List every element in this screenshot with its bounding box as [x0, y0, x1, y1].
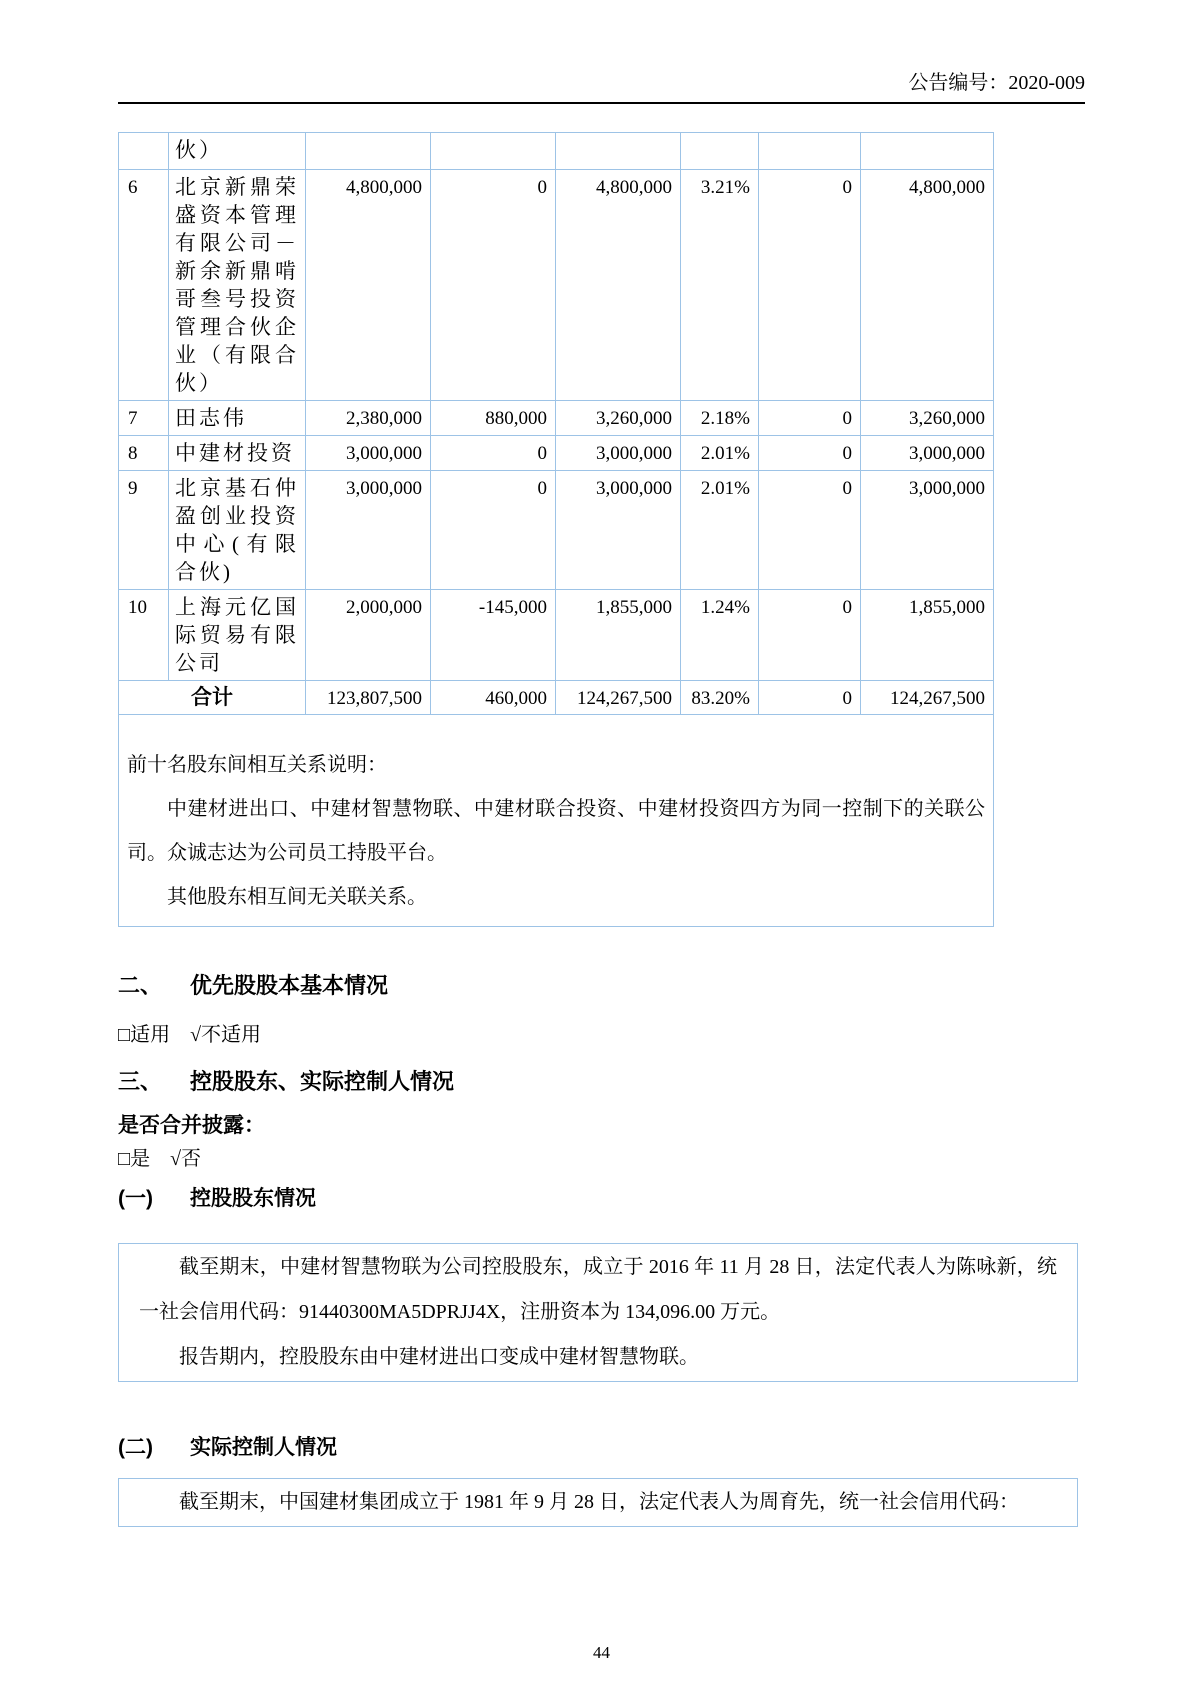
- cell-shareholder-name: 北京基石仲盈创业投资中心(有限合伙): [169, 471, 306, 590]
- notice-number: 公告编号：2020-009: [908, 72, 1085, 94]
- cell-unrestricted: 3,260,000: [861, 401, 994, 436]
- top-shareholders-table: [118, 132, 994, 927]
- cell-percent: 2.18%: [681, 401, 759, 436]
- cell-shares-change: [431, 133, 556, 170]
- merge-disclosure-question: 是否合并披露：: [118, 1114, 265, 1137]
- cell-shares-end: 4,800,000: [556, 170, 681, 401]
- actual-controller-box: [118, 1478, 1078, 1527]
- section-number: 三、: [118, 1069, 163, 1094]
- cell-shares-end: 3,000,000: [556, 471, 681, 590]
- section-heading-preferred-shares: [118, 971, 1085, 1001]
- subsection-title: 控股股东情况: [190, 1187, 316, 1210]
- table-row: [119, 436, 994, 471]
- table-row: [119, 170, 994, 401]
- cell-shares-change: 460,000: [431, 681, 556, 715]
- cell-pledged: 0: [759, 681, 861, 715]
- cell-shares-begin: 2,380,000: [306, 401, 431, 436]
- table-row-notes: [119, 715, 994, 927]
- cell-pledged: 0: [759, 590, 861, 681]
- merge-disclosure-checkboxes: □是 √否: [118, 1148, 202, 1170]
- cell-shares-begin: 3,000,000: [306, 471, 431, 590]
- cell-shares-change: 880,000: [431, 401, 556, 436]
- cell-shareholder-name: 北京新鼎荣盛资本管理有限公司－新余新鼎啃哥叁号投资管理合伙企业（有限合伙）: [169, 170, 306, 401]
- cell-shares-begin: [306, 133, 431, 170]
- cell-shares-end: 124,267,500: [556, 681, 681, 715]
- cell-pledged: 0: [759, 471, 861, 590]
- table-row: [119, 590, 994, 681]
- cell-unrestricted: 3,000,000: [861, 436, 994, 471]
- table-row: [119, 471, 994, 590]
- cell-percent: [681, 133, 759, 170]
- subsection-title: 实际控制人情况: [190, 1436, 337, 1459]
- cell-rank: 9: [119, 471, 169, 590]
- controlling-shareholder-box: [118, 1243, 1078, 1382]
- notes-title: 前十名股东间相互关系说明：: [127, 754, 387, 776]
- cell-shares-end: 1,855,000: [556, 590, 681, 681]
- cell-shareholder-name: 田志伟: [169, 401, 306, 436]
- cell-shares-begin: 123,807,500: [306, 681, 431, 715]
- cell-pledged: 0: [759, 401, 861, 436]
- cell-shares-end: 3,260,000: [556, 401, 681, 436]
- section-heading-controlling-shareholder: [118, 1067, 1085, 1097]
- cell-percent: 2.01%: [681, 436, 759, 471]
- subsection-heading-controlling-shareholder: [118, 1185, 1085, 1213]
- section-title: 控股股东、实际控制人情况: [190, 1069, 455, 1094]
- cell-shares-begin: 2,000,000: [306, 590, 431, 681]
- cell-shares-change: -145,000: [431, 590, 556, 681]
- notes-paragraph: 中建材进出口、中建材智慧物联、中建材联合投资、中建材投资四方为同一控制下的关联公司。众诚志达为公司员工持股平台。: [127, 798, 985, 864]
- cell-shareholder-name: 上海元亿国际贸易有限公司: [169, 590, 306, 681]
- paragraph: 截至期末，中建材智慧物联为公司控股股东，成立于 2016 年 11 月 28 日，法定代表人为陈咏新，统一社会信用代码：91440300MA5DPRJJ4X，注册资本为 134,096.00 万元。: [139, 1256, 1057, 1323]
- table-row-carryover: [119, 133, 994, 170]
- cell-pledged: 0: [759, 436, 861, 471]
- cell-shares-begin: 4,800,000: [306, 170, 431, 401]
- page-number: 44: [593, 1643, 610, 1662]
- cell-pledged: 0: [759, 170, 861, 401]
- cell-unrestricted: [861, 133, 994, 170]
- cell-shares-change: 0: [431, 436, 556, 471]
- cell-unrestricted: 1,855,000: [861, 590, 994, 681]
- cell-total-label: 合计: [119, 681, 306, 715]
- subsection-number: (一): [118, 1187, 153, 1210]
- cell-rank: 10: [119, 590, 169, 681]
- subsection-heading-actual-controller: [118, 1434, 1085, 1462]
- subsection-number: (二): [118, 1436, 153, 1459]
- cell-shares-change: 0: [431, 170, 556, 401]
- cell-percent: 2.01%: [681, 471, 759, 590]
- cell-rank: 6: [119, 170, 169, 401]
- cell-unrestricted: 124,267,500: [861, 681, 994, 715]
- paragraph: 截至期末，中国建材集团成立于 1981 年 9 月 28 日，法定代表人为周育先，统一社会信用代码：: [179, 1491, 1019, 1513]
- cell-shares-end: 3,000,000: [556, 436, 681, 471]
- notes-paragraph: 其他股东相互间无关联关系。: [167, 886, 427, 908]
- cell-shares-end: [556, 133, 681, 170]
- cell-shareholder-name: 中建材投资: [169, 436, 306, 471]
- cell-shares-begin: 3,000,000: [306, 436, 431, 471]
- header-divider: [118, 102, 1085, 104]
- cell-pledged: [759, 133, 861, 170]
- paragraph: 报告期内，控股股东由中建材进出口变成中建材智慧物联。: [179, 1346, 699, 1368]
- applicability-checkboxes: □适用 √不适用: [118, 1024, 262, 1046]
- cell-rank: 7: [119, 401, 169, 436]
- relationship-notes-cell: [119, 715, 994, 927]
- cell-rank: 8: [119, 436, 169, 471]
- cell-rank: [119, 133, 169, 170]
- cell-unrestricted: 3,000,000: [861, 471, 994, 590]
- cell-unrestricted: 4,800,000: [861, 170, 994, 401]
- cell-percent: 83.20%: [681, 681, 759, 715]
- cell-percent: 3.21%: [681, 170, 759, 401]
- table-row: [119, 401, 994, 436]
- section-title: 优先股股本基本情况: [190, 973, 389, 998]
- table-row-total: [119, 681, 994, 715]
- section-number: 二、: [118, 973, 163, 998]
- cell-shareholder-name: 伙）: [169, 133, 306, 170]
- cell-shares-change: 0: [431, 471, 556, 590]
- cell-percent: 1.24%: [681, 590, 759, 681]
